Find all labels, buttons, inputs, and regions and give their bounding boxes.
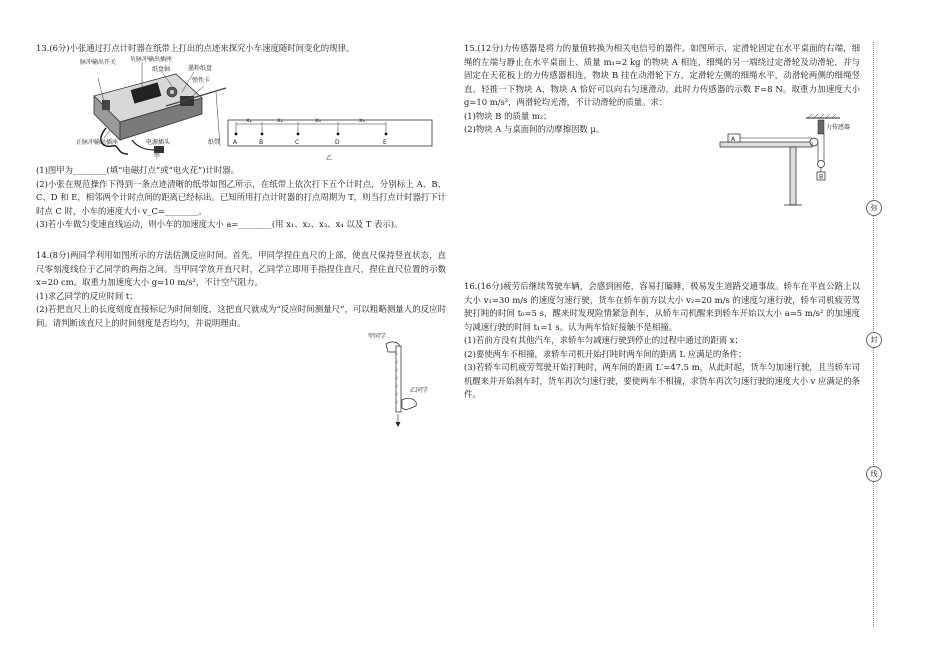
question-16-part-3: (3)若轿车司机疲劳驾驶开始打盹时，两车间的距离 L′=47.5 m，从此时起，货车匀加速行驶，且当轿车司机醒来并开始刹车时，货车再次匀速行驶，要使两车不相撞，求货车再次匀速行驶的速度大小 v 应满足的条件。 xyxy=(464,362,860,399)
label-jia-student: 甲同学 xyxy=(368,333,387,340)
point-e: E xyxy=(383,139,387,146)
question-13 xyxy=(36,42,446,56)
question-16-part-2: (2)要使两车不相撞，求轿车司机开始打盹时两车间的距离 L 应满足的条件； xyxy=(464,348,747,359)
figure-14-ruler xyxy=(366,330,446,430)
question-14-part-2: (2)若把直尺上的长度刻度直接标记为时间刻度，这把直尺就成为“反应时间测量尺”，可以粗略测量人的反应时间。请判断该直尺上的时间刻度是否均匀，并说明理由。 xyxy=(36,304,446,328)
question-13-stem: 13.(6分)小张通过打点计时器在纸带上打出的点迹来探究小车速度随时间变化的规律。 xyxy=(36,43,355,53)
label-pulse-switch: 脉冲输出开关 xyxy=(80,59,117,66)
question-14-stem: 14.(8分)两同学利用如图所示的方法估测反应时间。首先，甲同学捏住直尺的上部，使直尺保持竖直状态，直尺零刻度线位于乙同学的两指之间。当甲同学放开直尺时，乙同学立即用手指捏住直尺，捏住直尺位置的示数 x=20 cm。取重力加速度大小 g=10 m/s²，不计空气阻力。 xyxy=(36,250,446,287)
gap-x1: x₁ xyxy=(246,117,252,124)
question-15-stem: 15.(12分)力传感器是将力的量值转换为相关电信号的器件。如图所示，定滑轮固定在水平桌面的右端，细绳的左端与静止在水平桌面上、质量 m₁=2 kg 的物块 A 相连，细绳的另一端绕过定滑轮及动滑轮，并与固定在天花板上的力传感器相连，物块 B 挂在动滑轮下方，定滑轮左侧的细绳水平，动滑轮两侧的细绳竖直。轻推一下物块 A，物块 A 恰好可以向右匀速滑动，此时力传感器的示数 F=8 N。取重力加速度大小 g=10 m/s²，两滑轮均光滑，不计动滑轮的质量。求： xyxy=(464,43,860,107)
label-force-sensor: 力传感器 xyxy=(826,124,851,131)
block-b-label: B xyxy=(819,173,824,181)
label-ink-disc: 墨粉纸盘 xyxy=(188,65,213,72)
question-16 xyxy=(464,280,860,402)
figure-label-jia: 甲 xyxy=(154,153,161,160)
point-d: D xyxy=(335,139,340,146)
binding-char-xian: 线 xyxy=(866,466,882,482)
label-spring-clip: 弹性卡 xyxy=(192,77,211,84)
gap-x4: x₄ xyxy=(359,117,365,124)
question-13-part-3: (3)若小车做匀变速直线运动，则小车的加速度大小 a=________(用 x₁、x₂、x₃、x₄ 以及 T 表示)。 xyxy=(36,219,403,229)
question-14-part-1: (1)求乙同学的反应时间 t； xyxy=(36,290,138,301)
label-neg-pulse: 负脉冲输出插座 xyxy=(130,56,173,63)
question-14 xyxy=(36,249,446,330)
point-b: B xyxy=(259,139,264,146)
question-13-part-1: (1)图甲为________(填“电磁打点”或“电火花”)计时器。 xyxy=(36,165,240,175)
point-a: A xyxy=(233,139,238,146)
figure-13-tape xyxy=(226,108,436,164)
point-c: C xyxy=(295,139,300,146)
binding-line xyxy=(862,42,886,627)
question-13-parts xyxy=(36,164,446,232)
binding-char-feng: 封 xyxy=(866,332,882,348)
figure-15-pulleys xyxy=(714,114,854,210)
question-16-part-1: (1)若前方没有其他汽车，求轿车匀减速行驶到停止的过程中通过的距离 x； xyxy=(464,335,743,345)
figure-13-timer xyxy=(76,56,236,160)
figure-label-yi: 乙 xyxy=(326,155,333,162)
binding-char-mi: 弥 xyxy=(866,200,882,216)
label-tape: 纸带 xyxy=(208,139,221,146)
label-yi-student: 乙同学 xyxy=(410,387,429,394)
gap-x3: x₃ xyxy=(315,117,321,124)
question-15-part-2: (2)物块 A 与桌面间的动摩擦因数 μ。 xyxy=(464,124,605,134)
label-plug: 电源插头 xyxy=(146,139,171,146)
label-pos-pulse: 正脉冲输出插座 xyxy=(76,139,119,146)
block-a-label: A xyxy=(731,136,736,143)
question-16-stem: 16.(16分)疲劳后继续驾驶车辆，会感到困倦，容易打瞌睡，极易发生道路交通事故。轿车在平直公路上以大小 v₁=30 m/s 的速度匀速行驶，货车在轿车前方以大小 v₂=20 m/s 的速度匀速行驶，轿车司机疲劳驾驶打盹的时间 t₀=5 s，醒来时发现险情紧急刹车，从轿车司机醒来到轿车开始以大小 a=5 m/s² 的加速度匀减速行驶的时间 t₁=1 s。认为两车恰好接触不是相撞。 xyxy=(464,281,860,332)
label-paper-tray: 纸盘轴 xyxy=(152,66,171,73)
gap-x2: x₂ xyxy=(277,117,283,124)
question-15-part-1: (1)物块 B 的质量 m₂； xyxy=(464,110,552,121)
question-13-part-2: (2)小张在规范操作下得到一条点迹清晰的纸带如图乙所示，在纸带上依次打下五个计时点，分别标上 A、B、C、D 和 E，相邻两个计时点间的距离已经标出。已知所用打点计时器的打点周期为 T，则当打点计时器打下计时点 C 时，小车的速度大小 v_C=________。 xyxy=(36,178,446,216)
